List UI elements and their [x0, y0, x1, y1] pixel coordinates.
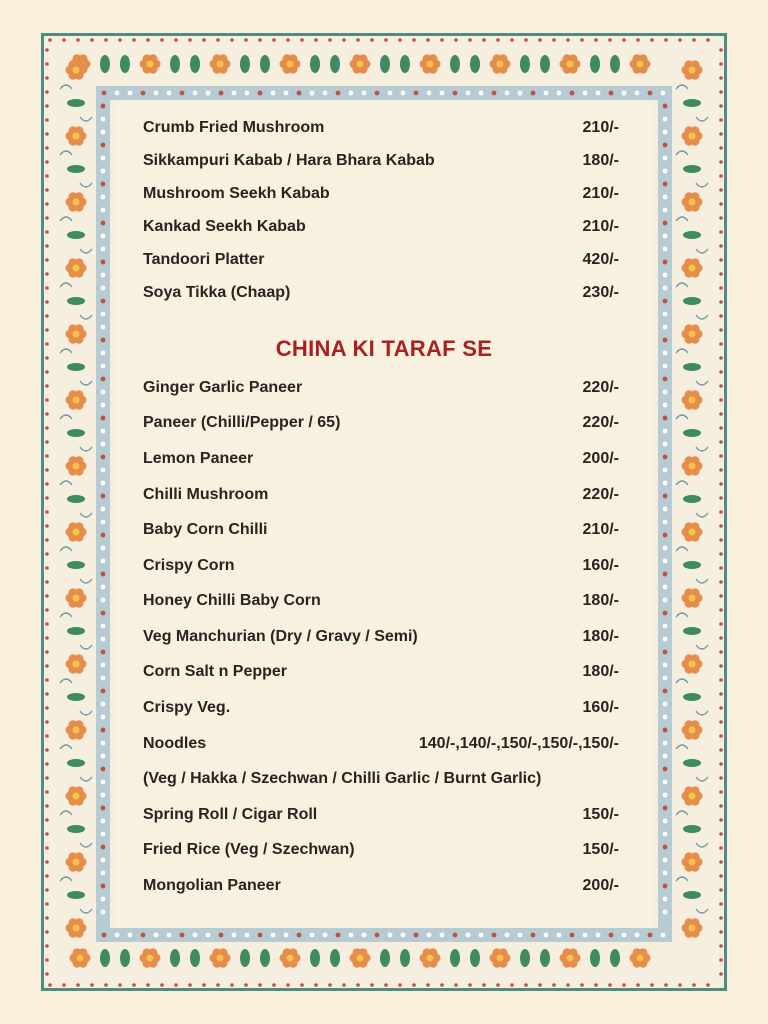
item-name: Kankad Seekh Kabab: [143, 218, 306, 235]
item-name: Lemon Paneer: [143, 450, 254, 467]
item-price: 160/-: [582, 557, 619, 574]
menu-item: [143, 696, 619, 720]
item-price: 220/-: [582, 414, 619, 431]
item-price: 420/-: [582, 251, 619, 268]
item-name: Mushroom Seekh Kabab: [143, 185, 330, 202]
item-name: Crispy Corn: [143, 557, 235, 574]
item-name: Chilli Mushroom: [143, 486, 269, 503]
item-price: 220/-: [582, 486, 619, 503]
item-price: 220/-: [582, 379, 619, 396]
item-price: 210/-: [582, 521, 619, 538]
item-name: Sikkampuri Kabab / Hara Bhara Kabab: [143, 152, 435, 169]
menu-item: [143, 248, 619, 272]
item-price: 200/-: [582, 877, 619, 894]
item-price: 150/-: [582, 841, 619, 858]
menu-item: [143, 281, 619, 305]
menu-item: [143, 803, 619, 827]
menu-item: [143, 447, 619, 471]
menu-item: [143, 149, 619, 173]
item-name: Soya Tikka (Chaap): [143, 284, 291, 301]
item-price: 200/-: [582, 450, 619, 467]
menu-item: [143, 215, 619, 239]
menu-item: [143, 874, 619, 898]
item-name: Paneer (Chilli/Pepper / 65): [143, 414, 341, 431]
menu-item: [143, 182, 619, 206]
menu-item: [143, 625, 619, 649]
item-price: 180/-: [582, 152, 619, 169]
menu-item: [143, 660, 619, 684]
item-name: Fried Rice (Veg / Szechwan): [143, 841, 355, 858]
item-name: Crispy Veg.: [143, 699, 231, 716]
item-name: Ginger Garlic Paneer: [143, 379, 303, 396]
item-price: 180/-: [582, 592, 619, 609]
menu-item: [143, 838, 619, 862]
item-price: 160/-: [582, 699, 619, 716]
menu-item: [143, 376, 619, 400]
item-price: 210/-: [582, 119, 619, 136]
item-name: Spring Roll / Cigar Roll: [143, 806, 318, 823]
menu-item-note: [143, 767, 619, 791]
item-name: Mongolian Paneer: [143, 877, 281, 894]
item-name: Honey Chilli Baby Corn: [143, 592, 321, 609]
menu-item: [143, 554, 619, 578]
item-name: Baby Corn Chilli: [143, 521, 268, 538]
item-price: 180/-: [582, 628, 619, 645]
menu-item: [143, 411, 619, 435]
item-price: 210/-: [582, 218, 619, 235]
item-price: 140/-,140/-,150/-,150/-,150/-: [418, 735, 619, 752]
item-name: Crumb Fried Mushroom: [143, 119, 325, 136]
menu-item: [143, 518, 619, 542]
item-name: Tandoori Platter: [143, 251, 265, 268]
menu-item: [143, 483, 619, 507]
item-name: (Veg / Hakka / Szechwan / Chilli Garlic / Burnt Garlic): [143, 770, 542, 787]
menu-item: [143, 589, 619, 613]
item-price: 150/-: [582, 806, 619, 823]
item-name: Corn Salt n Pepper: [143, 663, 288, 680]
menu-item: [143, 732, 619, 756]
menu-item: [143, 116, 619, 140]
item-name: Veg Manchurian (Dry / Gravy / Semi): [143, 628, 418, 645]
item-price: 230/-: [582, 284, 619, 301]
item-price: 180/-: [582, 663, 619, 680]
section-heading: CHINA KI TARAF SE: [275, 336, 493, 361]
item-name: Noodles: [143, 735, 207, 752]
item-price: 210/-: [582, 185, 619, 202]
